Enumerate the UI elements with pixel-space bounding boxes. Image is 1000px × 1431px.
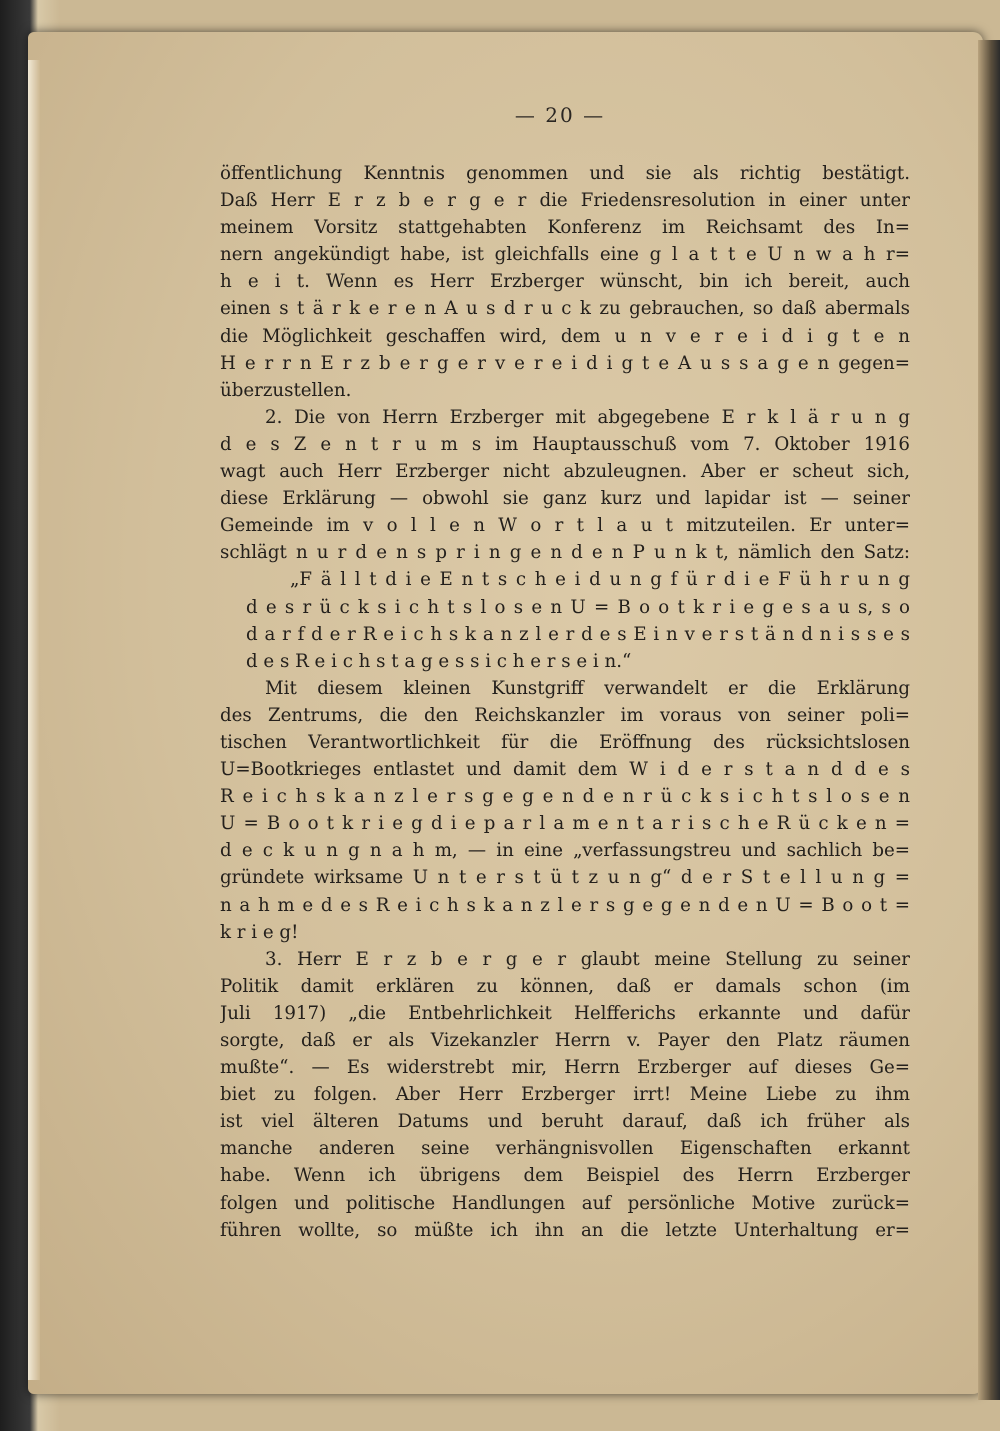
text-line: öffentlichung Kenntnis genommen und sie als richtig bestätigt. xyxy=(220,163,910,184)
text-line: führen wollte, so müßte ich ihn an die letzte Unterhaltung er= xyxy=(220,1219,910,1241)
page-body-text xyxy=(220,160,910,1244)
text-line: einen s t ä r k e r e n A u s d r u c k zu gebrauchen, so daß abermals xyxy=(220,298,910,320)
text-line: biet zu folgen. Aber Herr Erzberger irrt! Meine Liebe zu ihm xyxy=(220,1084,910,1106)
quote-line: „F ä l l t d i e E n t s c h e i d u n g f ü r d i e F ü h r u n g xyxy=(290,569,910,591)
text-line: 2. Die von Herrn Erzberger mit abgegebene E r k l ä r u n g xyxy=(265,406,910,428)
text-line: Politik damit erklären zu können, daß er damals schon (im xyxy=(220,975,910,997)
text-line: d e s Z e n t r u m s im Hauptausschuß vom 7. Oktober 1916 xyxy=(220,433,910,455)
text-line: nern angekündigt habe, ist gleichfalls eine g l a t t e U n w a h r= xyxy=(220,244,910,266)
text-line: Gemeinde im v o l l e n W o r t l a u t mitzuteilen. Er unter= xyxy=(220,515,910,537)
text-line: folgen und politische Handlungen auf persönliche Motive zurück= xyxy=(220,1192,910,1214)
quote-line: d e s R e i c h s t a g e s s i c h e r s e i n.“ xyxy=(246,650,632,672)
text-line: habe. Wenn ich übrigens dem Beispiel des Herrn Erzberger xyxy=(220,1165,910,1187)
text-line: H e r r n E r z b e r g e r v e r e i d i g t e A u s s a g e n gegen= xyxy=(220,352,910,374)
text-line: mußte“. — Es widerstrebt mir, Herrn Erzberger auf dieses Ge= xyxy=(220,1057,910,1079)
text-line: überzustellen. xyxy=(220,379,352,401)
text-line: R e i c h s k a n z l e r s g e g e n d e n r ü c k s i c h t s l o s e n xyxy=(220,786,910,808)
text-line: d e c k u n g n a h m, — in eine „verfassungstreu und sachlich be= xyxy=(220,840,910,862)
text-line: tischen Verantwortlichkeit für die Eröffnung des rücksichtslosen xyxy=(220,731,910,753)
text-line: wagt auch Herr Erzberger nicht abzuleugnen. Aber er scheut sich, xyxy=(220,461,910,483)
text-line: Daß Herr E r z b e r g e r die Friedensresolution in einer unter xyxy=(220,190,910,212)
text-line: Mit diesem kleinen Kunstgriff verwandelt er die Erklärung xyxy=(265,677,910,699)
text-line: gründete wirksame U n t e r s t ü t z u n g“ d e r S t e l l u n g = xyxy=(220,867,910,889)
text-line: sorgte, daß er als Vizekanzler Herrn v. Payer den Platz räumen xyxy=(220,1030,910,1051)
page-number: — 20 — xyxy=(514,103,606,127)
text-line: h e i t. Wenn es Herr Erzberger wünscht, bin ich bereit, auch xyxy=(220,271,910,293)
text-line: des Zentrums, die den Reichskanzler im voraus von seiner poli= xyxy=(220,704,910,726)
text-line: k r i e g! xyxy=(220,921,299,943)
text-line: meinem Vorsitz stattgehabten Konferenz im Reichsamt des In= xyxy=(220,217,910,239)
text-line: ist viel älteren Datums und beruht darauf, daß ich früher als xyxy=(220,1111,910,1133)
quote-line: d e s r ü c k s i c h t s l o s e n U = B o o t k r i e g e s a u s, s o xyxy=(246,596,910,618)
page-binding-edge xyxy=(28,60,40,1380)
text-line: die Möglichkeit geschaffen wird, dem u n v e r e i d i g t e n xyxy=(220,325,910,347)
text-line: diese Erklärung — obwohl sie ganz kurz und lapidar ist — seiner xyxy=(220,488,910,510)
text-line: 3. Herr E r z b e r g e r glaubt meine Stellung zu seiner xyxy=(265,948,910,970)
text-line: n a h m e d e s R e i c h s k a n z l e r s g e g e n d e n U = B o o t = xyxy=(220,894,910,916)
book-edge xyxy=(978,40,1000,1400)
quote-line: d a r f d e r R e i c h s k a n z l e r d e s E i n v e r s t ä n d n i s s e s xyxy=(246,623,910,645)
text-line: Juli 1917) „die Entbehrlichkeit Helfferichs erkannte und dafür xyxy=(220,1002,910,1024)
text-line: U = B o o t k r i e g d i e p a r l a m e n t a r i s c h e R ü c k e n = xyxy=(220,813,910,835)
text-line: manche anderen seine verhängnisvollen Eigenschaften erkannt xyxy=(220,1138,910,1160)
text-line: U=Bootkrieges entlastet und damit dem W i d e r s t a n d d e s xyxy=(220,759,910,781)
text-line: schlägt n u r d e n s p r i n g e n d e n P u n k t, nämlich den Satz: xyxy=(220,542,910,564)
